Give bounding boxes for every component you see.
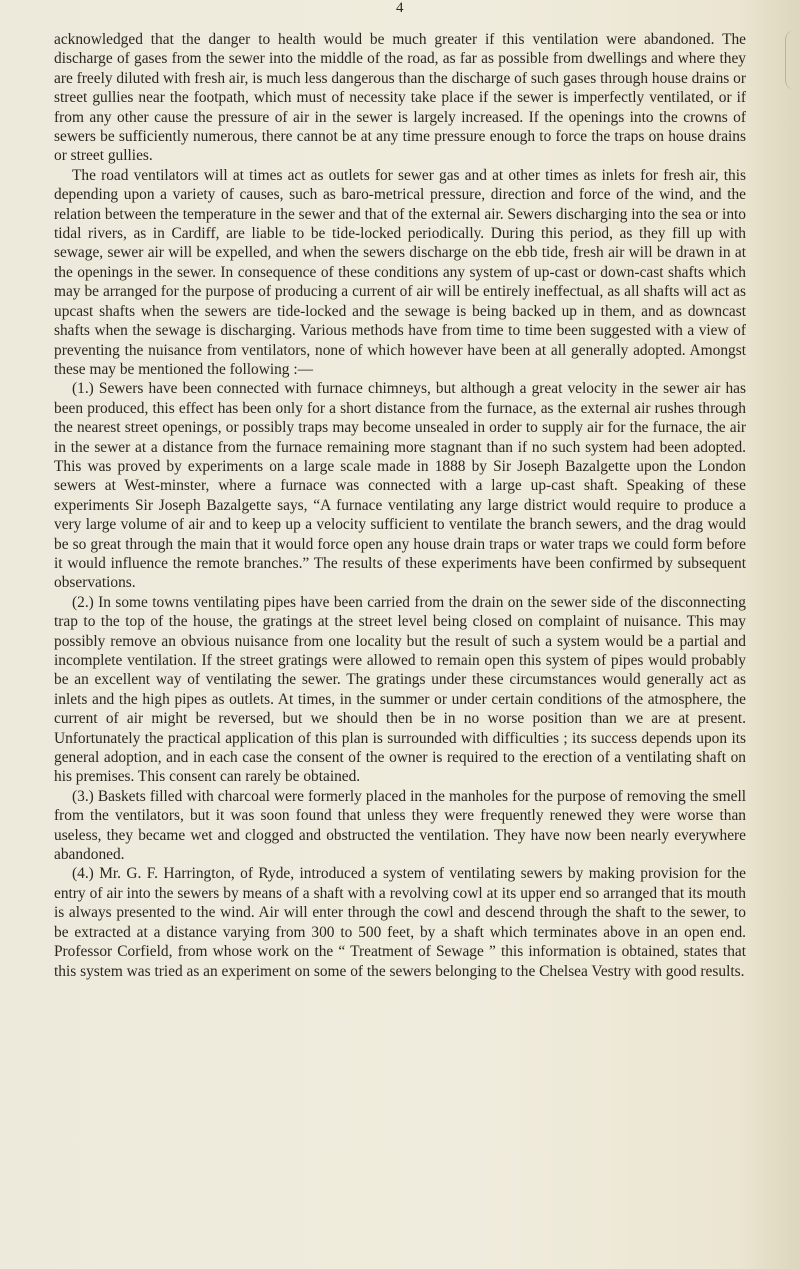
body-text bbox=[54, 30, 746, 981]
paragraph-item-1-furnace-chimneys: (1.) Sewers have been connected with furnace chimneys, but although a great velocity in the sewer air has been produced, this effect has been only for a short distance from the furnace, as the external air rushes through the nearest street openings, or possibly traps may become unsealed in order to supply air for the furnace, the air in the sewer at a distance from the furnace remaining more stagnant than if no such system had been adopted. This was proved by experiments on a large scale made in 1888 by Sir Joseph Bazalgette upon the London sewers at West-minster, where a furnace was connected with a large up-cast shaft. Speaking of these experiments Sir Joseph Bazalgette says, “A furnace ventilating any large district would require to produce a very large volume of air and to keep up a velocity sufficient to ventilate the branch sewers, and the drag would be so great through the main that it would force open any house drain traps or water traps we could form before it would influence the remote branches.” The results of these experiments have been confirmed by subsequent observations. bbox=[54, 380, 746, 592]
paragraph-road-ventilators: The road ventilators will at times act as outlets for sewer gas and at other times as inlets for fresh air, this depending upon a variety of causes, such as baro-metrical pressure, direction and force of the wind, and the relation between the temperature in the sewer and that of the external air. Sewers discharging into the sea or into tidal rivers, as in Cardiff, are liable to be tide-locked periodically. During this period, as they fill up with sewage, sewer air will be expelled, and when the sewers discharge on the ebb tide, fresh air will be drawn in at the openings in the sewer. In consequence of these conditions any system of up-cast or down-cast shafts which may be arranged for the purpose of producing a current of air will be entirely ineffectual, as all shafts will act as upcast shafts when the sewers are tide-locked and the sewage is being backed up in them, and as downcast shafts when the sewage is discharging. Various methods have from time to time been suggested with a view of preventing the nuisance from ventilators, none of which however have been at all generally adopted. Amongst these may be mentioned the following :— bbox=[54, 166, 746, 378]
paragraph-item-4-revolving-cowl: (4.) Mr. G. F. Harrington, of Ryde, introduced a system of ventilating sewers by making provision for the entry of air into the sewers by means of a shaft with a revolving cowl at its upper end so arranged that its mouth is always presented to the wind. Air will enter through the cowl and descend through the shaft to the sewer, to be extracted at a distance varying from 300 to 500 feet, by a shaft which terminates above in an open end. Professor Corfield, from whose work on the “ Treatment of Sewage ” this information is obtained, states that this system was tried as an experiment on some of the sewers belonging to the Chelsea Vestry with good results. bbox=[54, 865, 746, 980]
page-edge-mark bbox=[785, 30, 800, 90]
paragraph-continuation: acknowledged that the danger to health would be much greater if this ventilation were abandoned. The discharge of gases from the sewer into the middle of the road, as far as possible from dwellings and where they are freely diluted with fresh air, is much less dangerous than the discharge of such gases through house drains or street gullies near the footpath, which must of necessity take place if the sewer is imperfectly ventilated, or if from any other cause the pressure of air in the sewer is largely increased. If the openings into the crowns of sewers be sufficiently numerous, there cannot be at any time pressure enough to force the traps on house drains or street gullies. bbox=[54, 31, 746, 165]
page-number: 4 bbox=[396, 0, 404, 16]
paragraph-item-2-ventilating-pipes: (2.) In some towns ventilating pipes have been carried from the drain on the sewer side of the disconnecting trap to the top of the house, the gratings at the street level being closed on complaint of nuisance. This may possibly remove an obvious nuisance from one locality but the result of such a system would be a partial and incomplete ventilation. If the street gratings were allowed to remain open this system of pipes would probably be an excellent way of ventilating the sewer. The gratings under these circumstances would generally act as inlets and the high pipes as outlets. At times, in the summer or under certain conditions of the atmosphere, the current of air might be reversed, but we should then be in no worse position than we are at present. Unfortunately the practical application of this plan is surrounded with difficulties ; its success depends upon its general adoption, and in each case the consent of the owner is required to the erection of a ventilating shaft on his premises. This consent can rarely be obtained. bbox=[54, 593, 746, 786]
paragraph-item-3-charcoal-baskets: (3.) Baskets filled with charcoal were formerly placed in the manholes for the purpose of removing the smell from the ventilators, but it was soon found that unless they were frequently renewed they were worse than useless, they became wet and clogged and obstructed the ventilation. They have now been nearly everywhere abandoned. bbox=[54, 787, 746, 864]
